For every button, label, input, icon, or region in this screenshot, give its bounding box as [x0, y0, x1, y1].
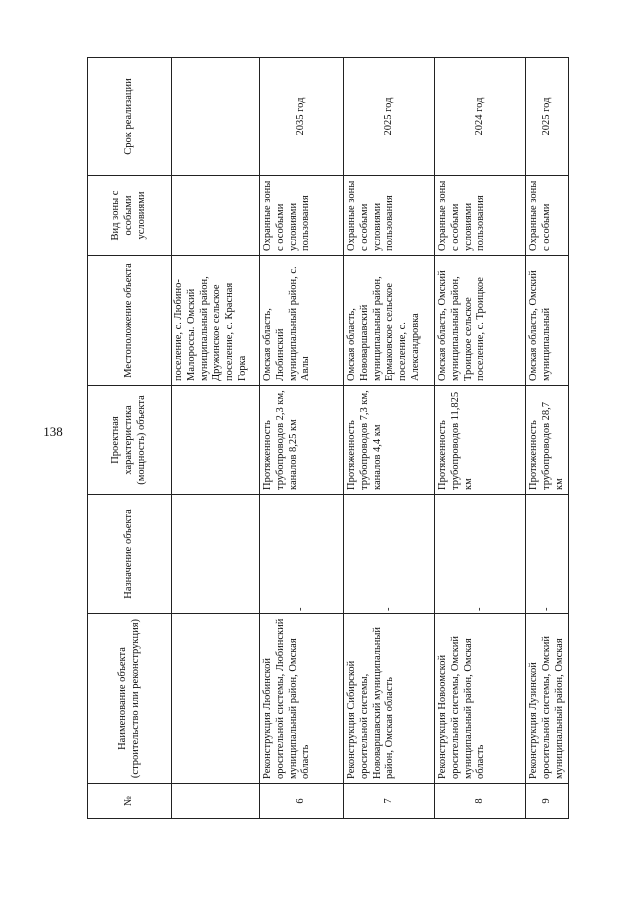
cont-capacity — [172, 386, 260, 495]
row-name: Реконструкция Лузинской оросительной системы, Омский муниципальный район, Омская — [526, 614, 569, 784]
table-row — [344, 58, 435, 819]
header-location: Местоположение объекта — [88, 256, 172, 386]
row-capacity: Протяженность трубопроводов 11,825 км — [435, 386, 526, 495]
cont-location: поселение, с. Любино-Малороссы. Омский муниципальный район, Дружинское сельское поселение, с. Красная Горка — [172, 256, 260, 386]
row-capacity: Протяженность трубопроводов 7,3 км, каналов 4,4 км — [344, 386, 435, 495]
cont-term — [172, 58, 260, 176]
row-term: 2025 год — [526, 58, 569, 176]
header-purpose: Назначение объекта — [88, 495, 172, 614]
objects-table — [87, 57, 569, 819]
header-zone: Вид зоны с особыми условиями — [88, 176, 172, 256]
continuation-row — [172, 58, 260, 819]
header-term: Срок реализации — [88, 58, 172, 176]
row-term: 2035 год — [260, 58, 344, 176]
row-location: Омская область, Омский муниципальный район, Троицкое сельское поселение, с. Троицкое — [435, 256, 526, 386]
row-location: Омская область, Омский муниципальный — [526, 256, 569, 386]
row-purpose: - — [260, 495, 344, 614]
row-purpose: - — [435, 495, 526, 614]
header-capacity: Проектная характеристика (мощность) объекта — [88, 386, 172, 495]
cont-num — [172, 784, 260, 819]
row-purpose: - — [526, 495, 569, 614]
row-zone: Охранные зоны с особыми условиями пользования — [260, 176, 344, 256]
header-num: № — [88, 784, 172, 819]
row-num: 6 — [260, 784, 344, 819]
row-name: Реконструкция Новоомской оросительной системы, Омский муниципальный район, Омская область — [435, 614, 526, 784]
cont-purpose — [172, 495, 260, 614]
rotated-table-container — [87, 58, 565, 819]
row-num: 9 — [526, 784, 569, 819]
row-num: 8 — [435, 784, 526, 819]
table-rotation-frame — [87, 58, 565, 819]
row-name: Реконструкция Сибирской оросительной системы, Нововаршавский муниципальный район, Омская область — [344, 614, 435, 784]
row-zone: Охранные зоны с особыми — [526, 176, 569, 256]
cont-name — [172, 614, 260, 784]
row-term: 2025 год — [344, 58, 435, 176]
cont-zone — [172, 176, 260, 256]
row-zone: Охранные зоны с особыми условиями пользования — [435, 176, 526, 256]
table-row — [260, 58, 344, 819]
row-term: 2024 год — [435, 58, 526, 176]
header-name: Наименование объекта (строительство или реконструкция) — [88, 614, 172, 784]
row-location: Омская область, Любинский муниципальный район, с. Авлы — [260, 256, 344, 386]
page-number: 138 — [43, 424, 63, 439]
row-zone: Охранные зоны с особыми условиями пользования — [344, 176, 435, 256]
row-capacity: Протяженность трубопроводов 28,7 км — [526, 386, 569, 495]
header-row — [88, 58, 172, 819]
table-row — [526, 58, 569, 819]
row-name: Реконструкция Любинской оросительной системы, Любинский муниципальный район, Омская область — [260, 614, 344, 784]
table-row — [435, 58, 526, 819]
row-location: Омская область, Нововаршавский муниципальный район, Ермаковское сельское поселение, с. Александровка — [344, 256, 435, 386]
row-num: 7 — [344, 784, 435, 819]
row-purpose: - — [344, 495, 435, 614]
row-capacity: Протяженность трубопроводов 2,3 км, каналов 8,25 км — [260, 386, 344, 495]
